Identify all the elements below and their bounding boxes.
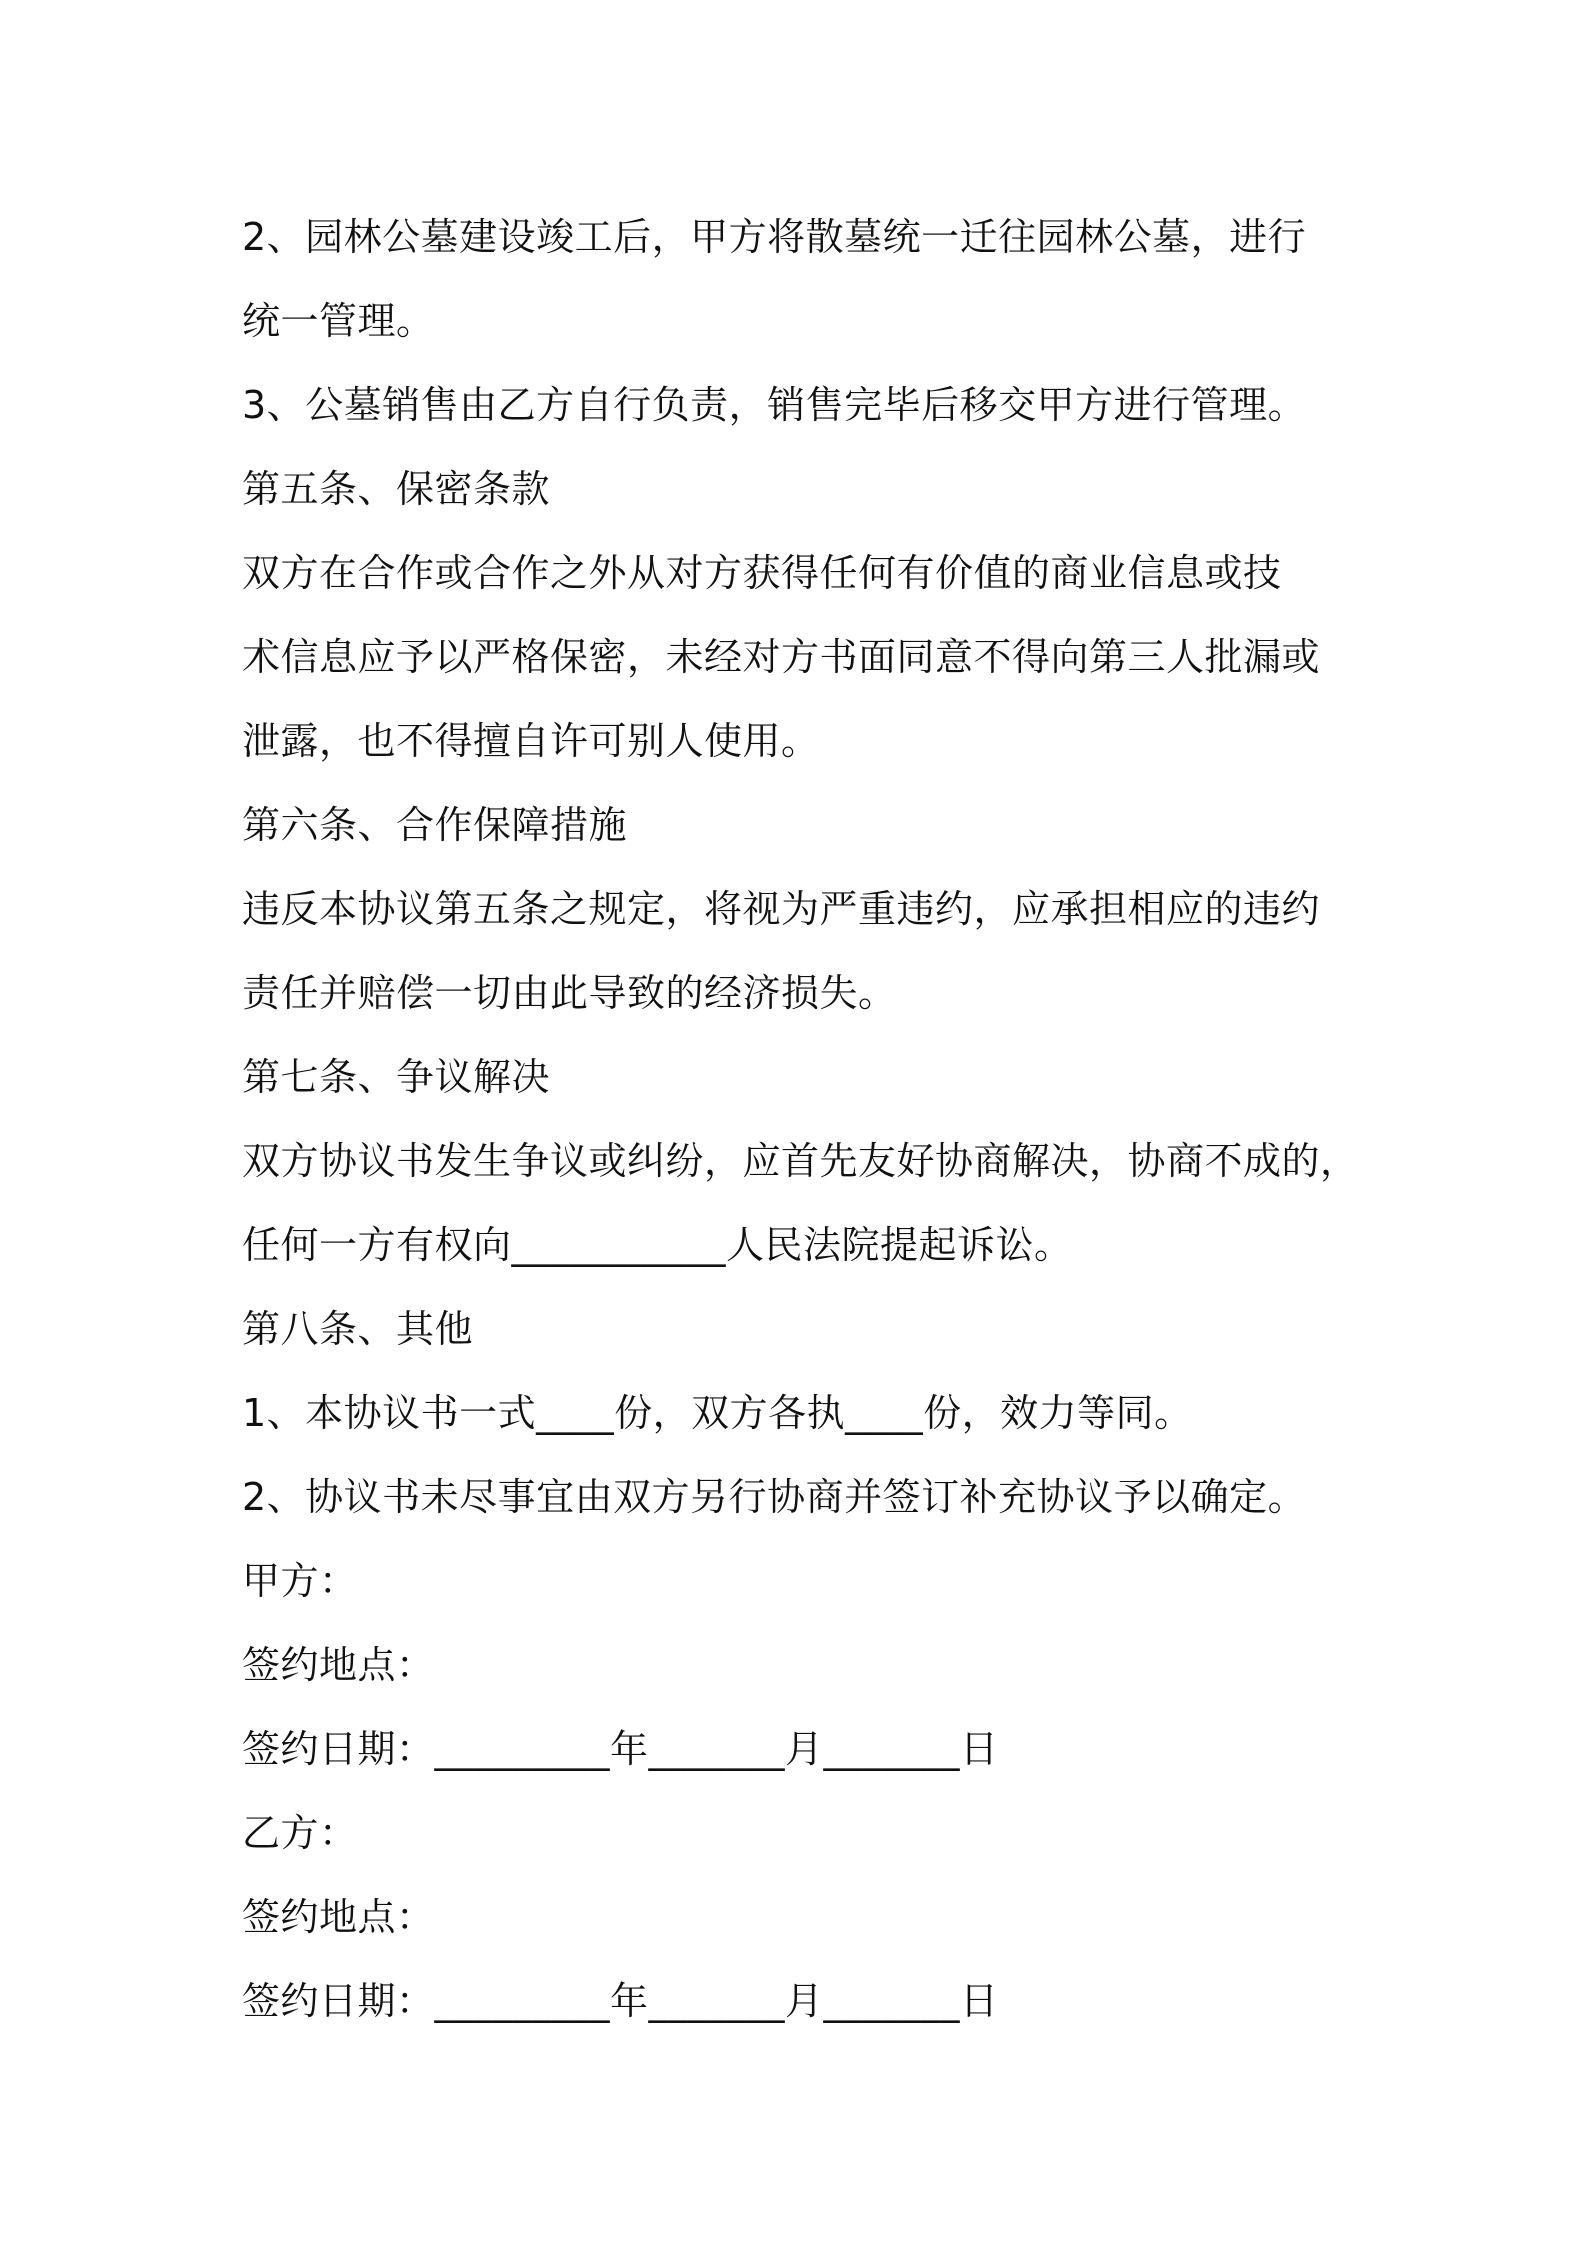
clause-4-item-2-line-2: 统一管理。 <box>242 299 435 343</box>
clause-7-text-line-2: 任何一方有权向___________人民法院提起诉讼。 <box>242 1223 1073 1267</box>
party-b-label: 乙方： <box>242 1811 358 1855</box>
clause-8-heading: 第八条、其他 <box>242 1307 474 1351</box>
document-body <box>242 195 1362 2043</box>
party-b-signing-date: 签约日期：_________年_______月_______日 <box>242 1979 999 2023</box>
clause-5-text-line-2: 术信息应予以严格保密，未经对方书面同意不得向第三人批漏或 <box>242 635 1321 679</box>
clause-8-item-2: 2、协议书未尽事宜由双方另行协商并签订补充协议予以确定。 <box>242 1475 1307 1519</box>
clause-5-text-line-3: 泄露，也不得擅自许可别人使用。 <box>242 719 820 763</box>
clause-7-text-line-1: 双方协议书发生争议或纠纷，应首先友好协商解决，协商不成的， <box>242 1139 1359 1183</box>
party-a-signing-date: 签约日期：_________年_______月_______日 <box>242 1727 999 1771</box>
clause-7-heading: 第七条、争议解决 <box>242 1055 551 1099</box>
clause-4-item-2-line-1: 2、园林公墓建设竣工后，甲方将散墓统一迁往园林公墓，进行 <box>242 215 1307 259</box>
clause-6-text-line-1: 违反本协议第五条之规定，将视为严重违约，应承担相应的违约 <box>242 887 1321 931</box>
clause-6-heading: 第六条、合作保障措施 <box>242 803 628 847</box>
clause-5-text-line-1: 双方在合作或合作之外从对方获得任何有价值的商业信息或技 <box>242 551 1282 595</box>
clause-4-item-3: 3、公墓销售由乙方自行负责，销售完毕后移交甲方进行管理。 <box>242 383 1307 427</box>
party-a-label: 甲方： <box>242 1559 358 1603</box>
clause-8-item-1: 1、本协议书一式____份，双方各执____份，效力等同。 <box>242 1391 1193 1435</box>
party-b-signing-place: 签约地点： <box>242 1895 435 1939</box>
clause-6-text-line-2: 责任并赔偿一切由此导致的经济损失。 <box>242 971 897 1015</box>
party-a-signing-place: 签约地点： <box>242 1643 435 1687</box>
clause-5-heading: 第五条、保密条款 <box>242 467 551 511</box>
